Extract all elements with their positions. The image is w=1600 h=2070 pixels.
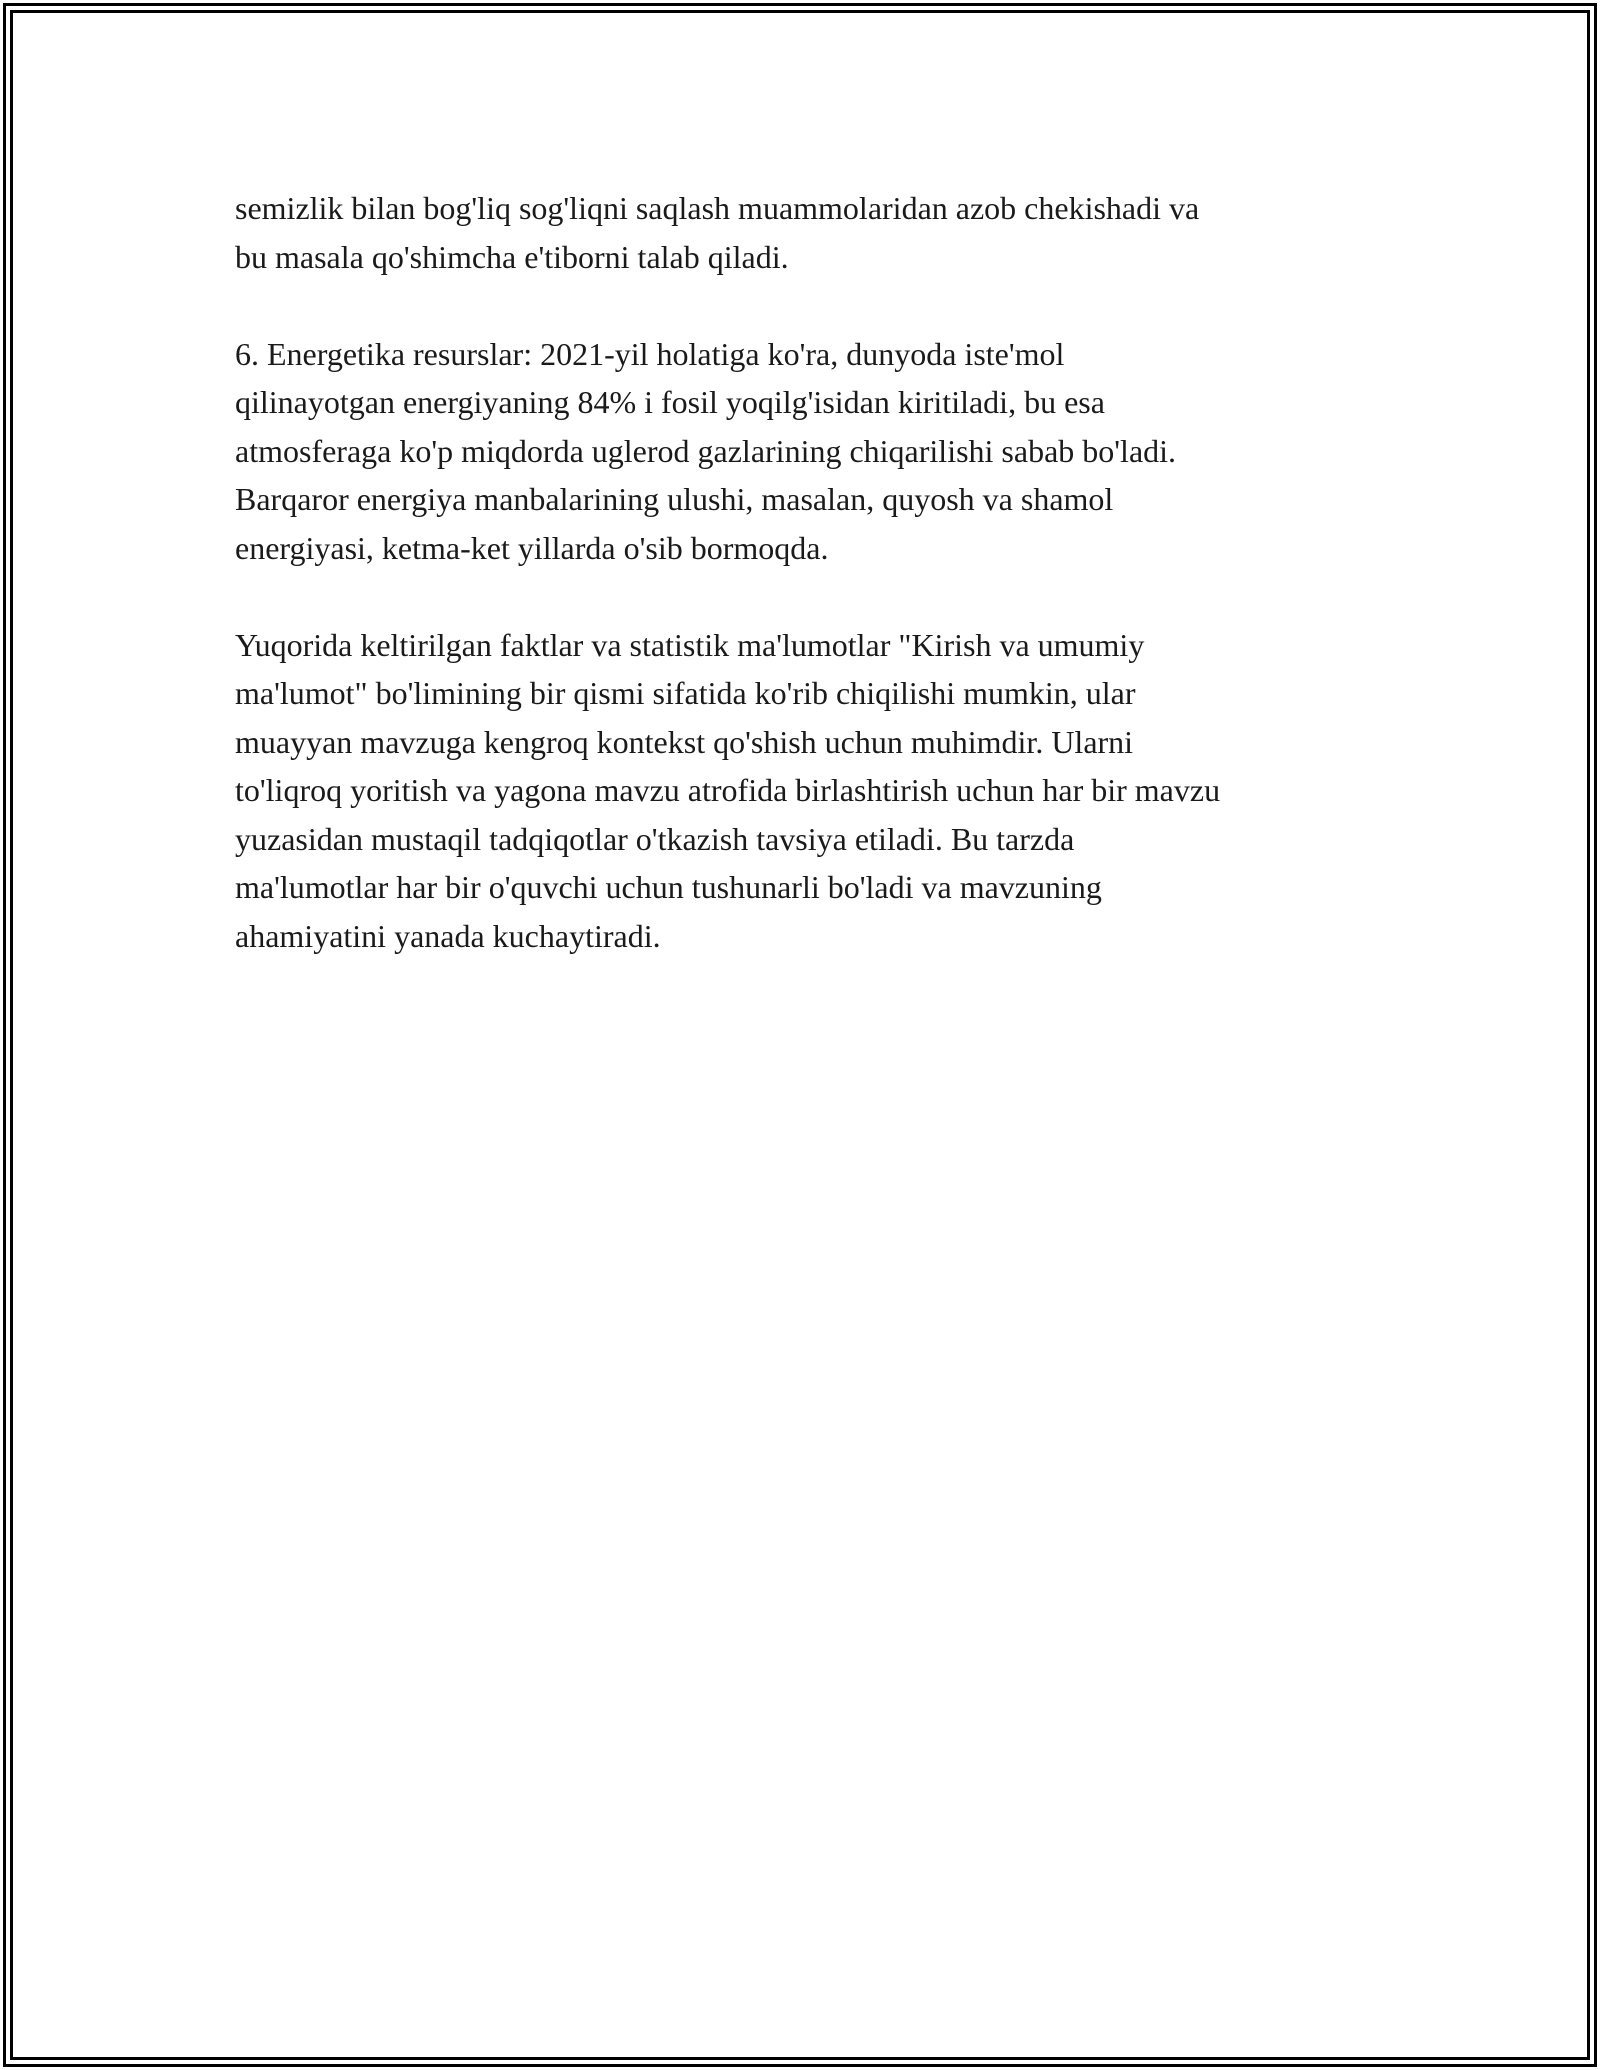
paragraph-conclusion [235,621,1385,961]
text-line: energiyasi, ketma-ket yillarda o'sib bormoqda. [235,529,829,566]
paragraph-energy-resources [235,330,1385,573]
text-line: semizlik bilan bog'liq sog'liqni saqlash muammolaridan azob chekishadi va [235,190,1200,226]
text-line: qilinayotgan energiyaning 84% i fosil yoqilg'isidan kiritiladi, bu esa [235,384,1105,420]
text-line: ma'lumot" bo'limining bir qismi sifatida ko'rib chiqilishi mumkin, ular [235,675,1136,711]
document-body [235,184,1385,1009]
text-line: Barqaror energiya manbalarining ulushi, masalan, quyosh va shamol [235,481,1114,517]
text-line: to'liqroq yoritish va yagona mavzu atrofida birlashtirish uchun har bir mavzu [235,772,1221,808]
text-line: bu masala qo'shimcha e'tiborni talab qiladi. [235,238,789,275]
text-line: Yuqorida keltirilgan faktlar va statistik ma'lumotlar "Kirish va umumiy [235,626,1145,663]
paragraph-obesity-continuation [235,184,1385,281]
text-line: 6. Energetika resurslar: 2021-yil holatiga ko'ra, dunyoda iste'mol [235,335,1065,372]
text-line: ahamiyatini yanada kuchaytiradi. [235,917,661,954]
text-line: ma'lumotlar har bir o'quvchi uchun tushunarli bo'ladi va mavzuning [235,869,1102,905]
text-line: muayyan mavzuga kengroq kontekst qo'shish uchun muhimdir. Ularni [235,723,1134,760]
text-line: atmosferaga ko'p miqdorda uglerod gazlarining chiqarilishi sabab bo'ladi. [235,432,1177,469]
text-line: yuzasidan mustaqil tadqiqotlar o'tkazish tavsiya etiladi. Bu tarzda [235,820,1075,857]
